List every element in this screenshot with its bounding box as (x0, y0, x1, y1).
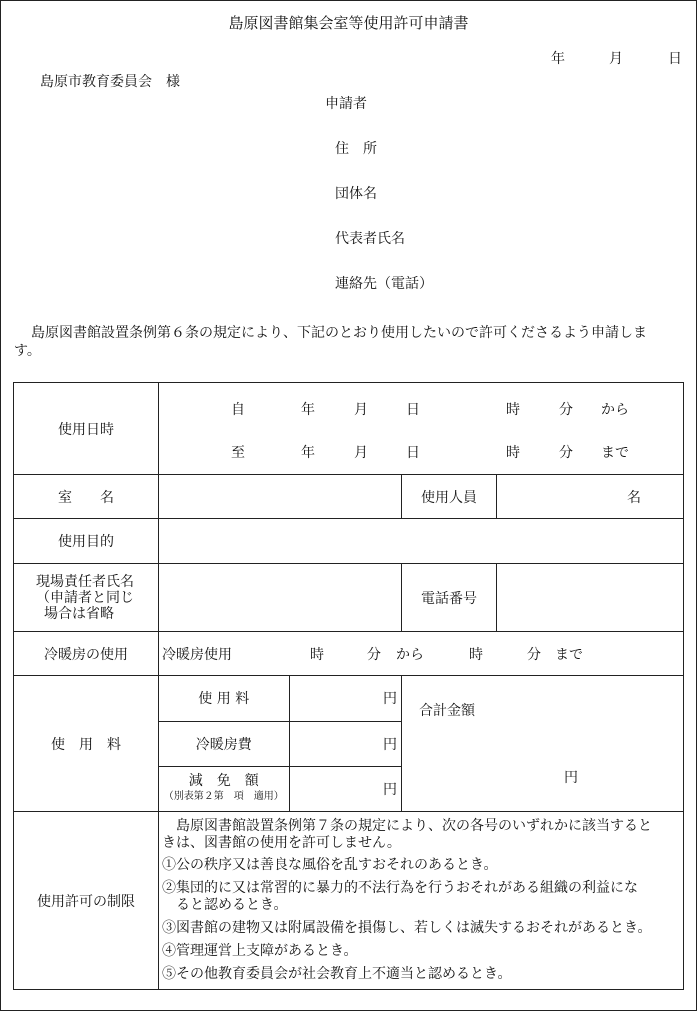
restriction-text (159, 812, 684, 990)
ac-use-text: 冷暖房使用 (162, 647, 232, 663)
ac-field[interactable] (159, 632, 684, 676)
restriction-item-5: ⑤その他教育委員会が社会教育上不適当と認めるとき。 (162, 966, 512, 982)
from-day: 日 (406, 402, 420, 418)
restriction-intro-2: きは、図書館の使用を許可しません。 (162, 835, 401, 851)
applicant-heading: 申請者 (325, 96, 367, 112)
ac-hour-2: 時 (469, 647, 483, 663)
purpose-field[interactable] (159, 519, 684, 564)
fee-subtable (159, 676, 402, 811)
to-year: 年 (301, 445, 315, 461)
fee-row2-label: 冷暖房費 (159, 721, 289, 766)
ac-minute-2: 分 (527, 647, 541, 663)
room-label: 室 名 (14, 475, 159, 519)
people-field[interactable] (497, 475, 684, 519)
restriction-item-2b: ると認めるとき。 (162, 897, 288, 913)
from-month: 月 (354, 402, 368, 418)
restriction-intro-1: 島原図書館設置条例第７条の規定により、次の各号のいずれかに該当すると (162, 818, 652, 834)
to-month: 月 (354, 445, 368, 461)
restriction-item-4: ④管理運営上支障があるとき。 (162, 943, 358, 959)
fee-row3-title: 減 免 額 (188, 772, 259, 789)
addressee: 島原市教育委員会 様 (40, 74, 180, 90)
applicant-contact-label: 連絡先（電話） (335, 276, 433, 292)
purpose-label: 使用目的 (14, 519, 159, 564)
purpose-row (14, 519, 684, 564)
fee-row (14, 676, 684, 812)
manager-label (14, 564, 159, 632)
room-field[interactable] (159, 475, 402, 519)
applicant-group-label: 団体名 (335, 186, 377, 202)
datetime-label: 使用日時 (14, 383, 159, 475)
total-field[interactable] (402, 676, 684, 812)
manager-field[interactable] (159, 564, 402, 632)
manager-label-line2: （申請者と同じ (36, 589, 134, 606)
datetime-row (14, 383, 684, 475)
from-hour: 時 (506, 402, 520, 418)
fee-breakdown (159, 676, 402, 812)
request-text-line1: 島原図書館設置条例第６条の規定により、下記のとおり使用したいので許可くださるよう申請しま (31, 325, 647, 341)
people-unit: 名 (627, 489, 641, 506)
restriction-row (14, 812, 684, 990)
restriction-item-3: ③図書館の建物又は附属設備を損傷し、若しくは滅失するおそれがあるとき。 (162, 920, 652, 936)
restriction-label: 使用許可の制限 (14, 812, 159, 990)
request-text-line2: す。 (14, 343, 41, 359)
fee-row2-amount[interactable] (289, 721, 402, 766)
total-yen: 円 (564, 770, 578, 786)
restriction-item-2a: ②集団的に又は常習的に暴力的不法行為を行うおそれがある組織の利益にな (162, 880, 638, 896)
ac-label: 冷暖房の使用 (14, 632, 159, 676)
fee-row1-label: 使 用 料 (159, 676, 289, 721)
application-form-table (13, 382, 684, 990)
date-month: 月 (609, 51, 623, 67)
applicant-address-label: 住 所 (335, 141, 377, 157)
ac-hour-1: 時 (310, 647, 324, 663)
datetime-field[interactable] (159, 383, 684, 475)
fee-label: 使 用 料 (14, 676, 159, 812)
restriction-item-1: ①公の秩序又は善良な風俗を乱すおそれのあるとき。 (162, 857, 498, 873)
ac-row (14, 632, 684, 676)
fee-row3-amount[interactable] (289, 766, 402, 811)
manager-label-line1: 現場責任者氏名 (36, 573, 134, 590)
fee-row3-note: （別表第２第 項 適用） (163, 790, 284, 802)
yen-3: 円 (383, 781, 397, 798)
total-label: 合計金額 (419, 703, 475, 719)
fee-row3-label (159, 766, 289, 811)
ac-minute-1: 分 (367, 647, 381, 663)
fee-row1-amount[interactable] (289, 676, 402, 721)
people-label: 使用人員 (402, 475, 497, 519)
to-hour: 時 (506, 445, 520, 461)
phone-field[interactable] (497, 564, 684, 632)
from-suffix: から (601, 402, 629, 418)
to-day: 日 (406, 445, 420, 461)
date-year: 年 (551, 51, 565, 67)
manager-row (14, 564, 684, 632)
to-minute: 分 (559, 445, 573, 461)
manager-label-line3: 場合は省略 (44, 605, 114, 622)
yen-2: 円 (383, 736, 397, 753)
applicant-representative-label: 代表者氏名 (335, 231, 405, 247)
from-minute: 分 (559, 402, 573, 418)
date-day: 日 (668, 51, 682, 67)
room-row (14, 475, 684, 519)
from-label: 自 (231, 402, 245, 418)
yen-1: 円 (383, 691, 397, 708)
ac-to: まで (555, 647, 583, 663)
document-title: 島原図書館集会室等使用許可申請書 (228, 14, 469, 32)
to-suffix: まで (601, 445, 629, 461)
phone-label: 電話番号 (402, 564, 497, 632)
from-year: 年 (301, 402, 315, 418)
ac-from: から (396, 647, 424, 663)
to-label: 至 (231, 445, 245, 461)
